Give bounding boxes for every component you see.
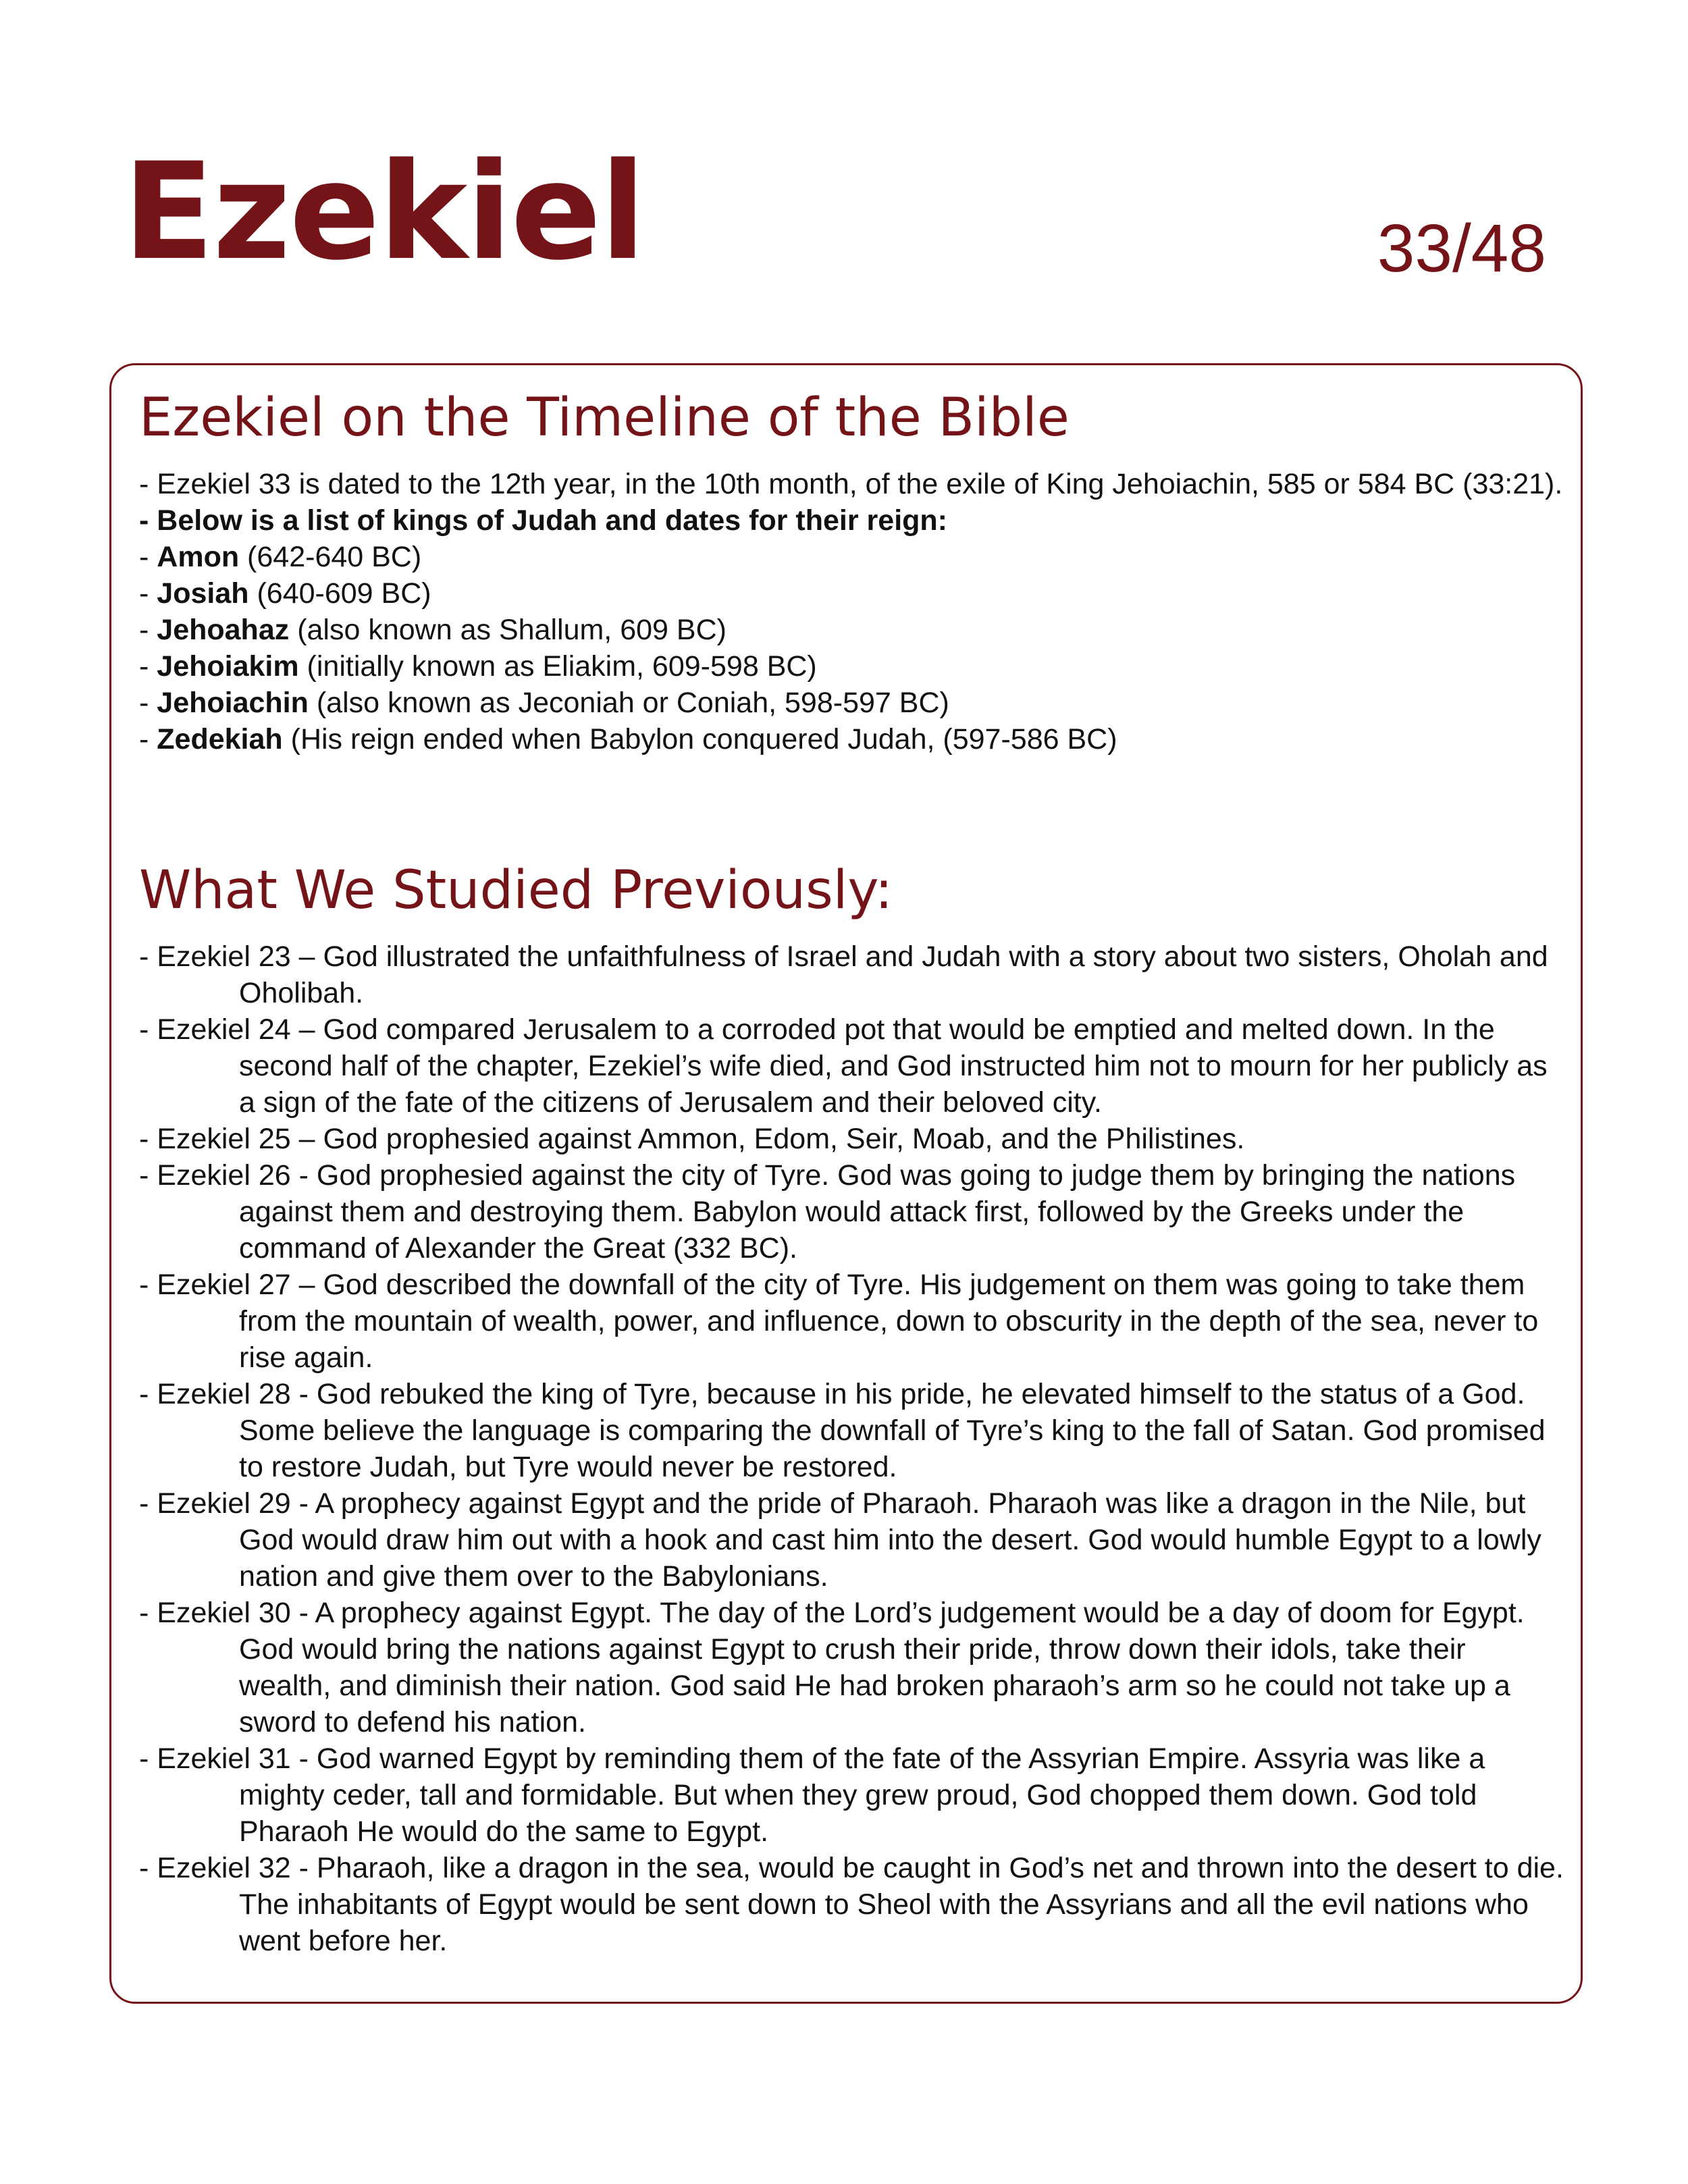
- previous-item: - Ezekiel 29 - A prophecy against Egypt and the pride of Pharaoh. Pharaoh was like a dragon in the Nile, but God would draw him out with a hook and cast him into the desert. God would humble Egypt to a lowly nation and give them over to the Babylonians.: [139, 1487, 1541, 1593]
- king-detail: (His reign ended when Babylon conquered Judah, (597-586 BC): [282, 723, 1117, 755]
- king-detail: (also known as Shallum, 609 BC): [289, 614, 727, 646]
- timeline-intro: - Ezekiel 33 is dated to the 12th year, in the 10th month, of the exile of King Jehoiachin, 585 or 584 BC (33:21).: [139, 468, 1563, 500]
- previous-item: - Ezekiel 25 – God prophesied against Ammon, Edom, Seir, Moab, and the Philistines.: [139, 1123, 1245, 1155]
- king-detail: (also known as Jeconiah or Coniah, 598-597 BC): [308, 687, 949, 719]
- king-prefix: -: [139, 723, 157, 755]
- king-name: Josiah: [157, 577, 249, 610]
- king-item: [139, 648, 1564, 685]
- king-name: Jehoahaz: [157, 614, 290, 646]
- king-name: Zedekiah: [157, 723, 283, 755]
- king-item: [139, 539, 1564, 575]
- king-item: [139, 575, 1564, 612]
- previous-item: - Ezekiel 32 - Pharaoh, like a dragon in the sea, would be caught in God’s net and thrown into the desert to die. The inhabitants of Egypt would be sent down to Sheol with the Assyrians and all the evil nations who went before her.: [139, 1852, 1564, 1957]
- page-number: 33/48: [1377, 211, 1546, 286]
- king-detail: (642-640 BC): [239, 541, 422, 573]
- king-item: [139, 685, 1564, 721]
- previous-list: [139, 938, 1564, 1959]
- king-prefix: -: [139, 687, 157, 719]
- king-name: Jehoiakim: [157, 650, 299, 683]
- king-name: Jehoiachin: [157, 687, 309, 719]
- king-item: [139, 612, 1564, 648]
- timeline-list: [139, 466, 1564, 757]
- king-name: Amon: [157, 541, 240, 573]
- timeline-heading: Ezekiel on the Timeline of the Bible: [139, 388, 1070, 448]
- king-prefix: -: [139, 650, 157, 683]
- king-item: [139, 721, 1564, 757]
- previous-item: - Ezekiel 26 - God prophesied against the city of Tyre. God was going to judge them by bringing the nations against them and destroying them. Babylon would attack first, followed by the Greeks under the command of Alexander the Great (332 BC).: [139, 1159, 1516, 1264]
- previous-item: - Ezekiel 27 – God described the downfall of the city of Tyre. His judgement on them was going to take them from the mountain of wealth, power, and influence, down to obscurity in the depth of the sea, never to rise again.: [139, 1269, 1539, 1374]
- previous-item: - Ezekiel 31 - God warned Egypt by reminding them of the fate of the Assyrian Empire. Assyria was like a mighty ceder, tall and formidable. But when they grew proud, God chopped them down. God told Pharaoh He would do the same to Egypt.: [139, 1742, 1485, 1848]
- king-detail: (640-609 BC): [248, 577, 431, 610]
- king-prefix: -: [139, 541, 157, 573]
- page-title: Ezekiel: [123, 134, 645, 290]
- previous-heading: What We Studied Previously:: [139, 860, 893, 921]
- previous-item: - Ezekiel 30 - A prophecy against Egypt. The day of the Lord’s judgement would be a day of doom for Egypt. God would bring the nations against Egypt to crush their pride, throw down their idols, take their wealth, and diminish their nation. God said He had broken pharaoh’s arm so he could not take up a sword to defend his nation.: [139, 1597, 1525, 1738]
- king-detail: (initially known as Eliakim, 609-598 BC): [298, 650, 817, 683]
- king-prefix: -: [139, 577, 157, 610]
- kings-list-intro: - Below is a list of kings of Judah and dates for their reign:: [139, 504, 947, 537]
- previous-item: - Ezekiel 23 – God illustrated the unfaithfulness of Israel and Judah with a story about two sisters, Oholah and Oholibah.: [139, 940, 1548, 1009]
- previous-item: - Ezekiel 24 – God compared Jerusalem to a corroded pot that would be emptied and melted down. In the second half of the chapter, Ezekiel’s wife died, and God instructed him not to mourn for her publicly as a sign of the fate of the citizens of Jerusalem and their beloved city.: [139, 1013, 1548, 1119]
- king-prefix: -: [139, 614, 157, 646]
- previous-item: - Ezekiel 28 - God rebuked the king of Tyre, because in his pride, he elevated himself to the status of a God. Some believe the language is comparing the downfall of Tyre’s king to the fall of Satan. God promised to restore Judah, but Tyre would never be restored.: [139, 1378, 1546, 1483]
